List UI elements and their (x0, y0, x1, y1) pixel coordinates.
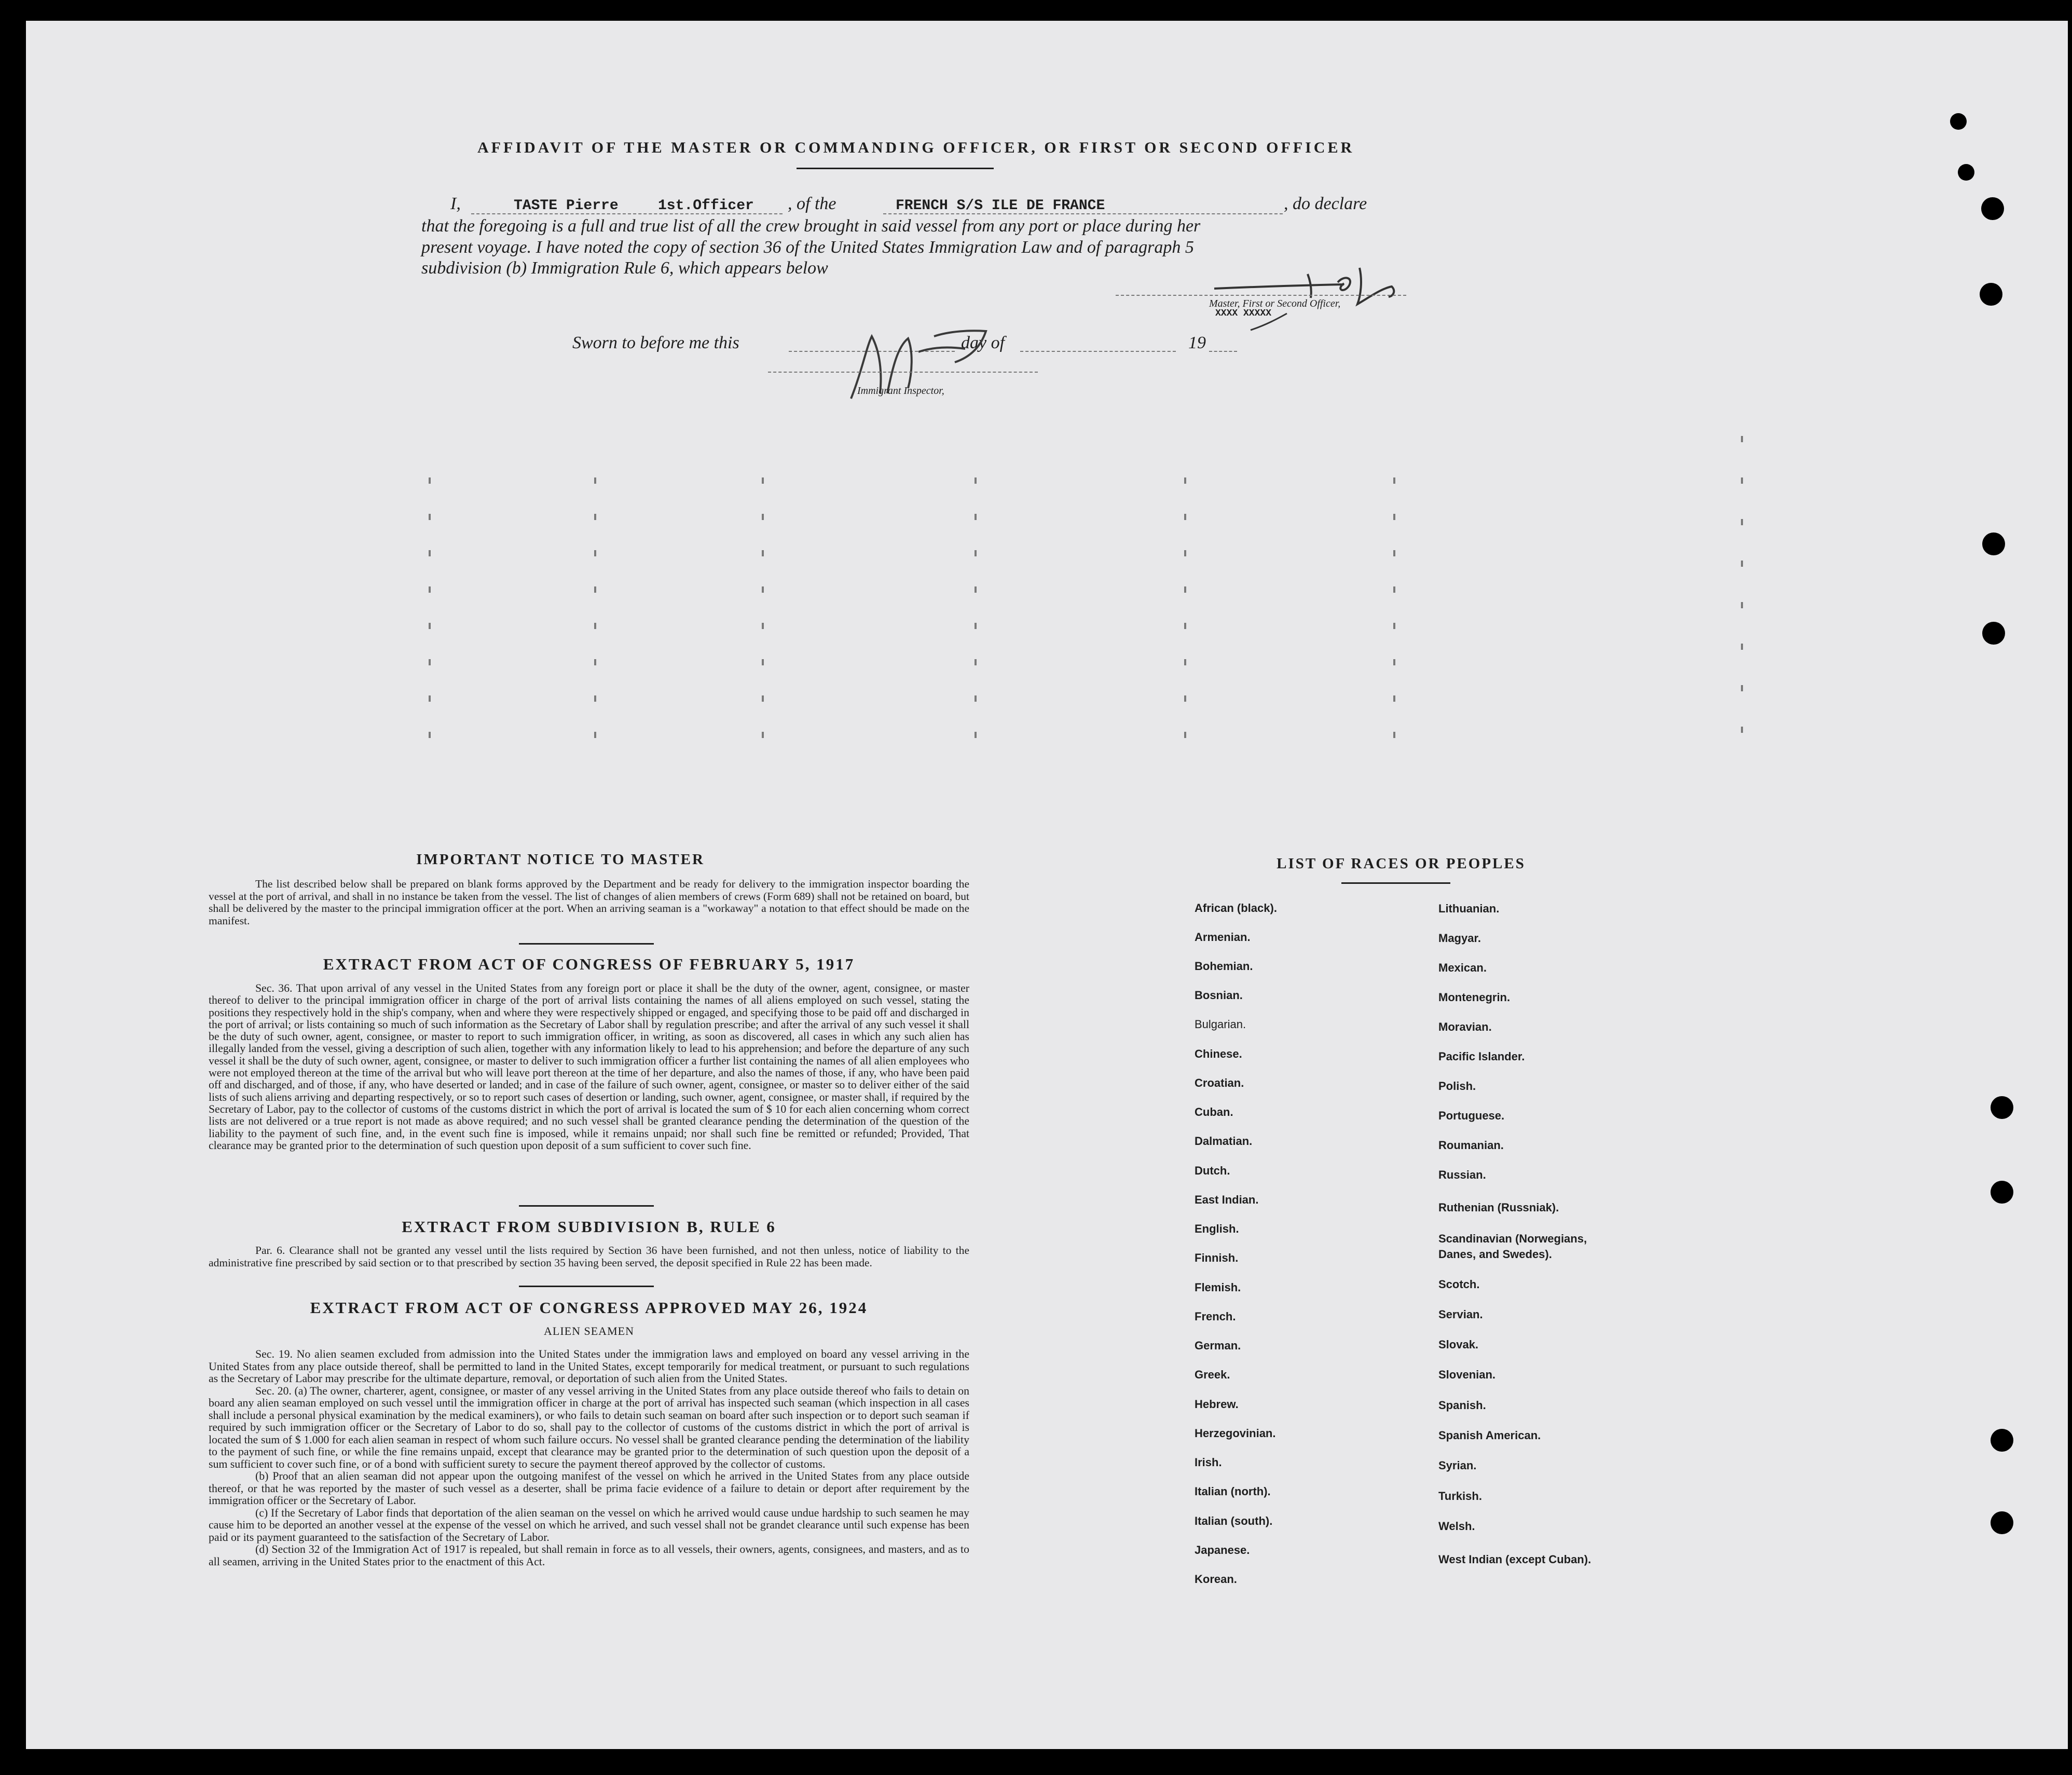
race-left-16: German. (1195, 1339, 1241, 1352)
punch-hole (1950, 113, 1967, 130)
extract-1924-title: EXTRACT FROM ACT OF CONGRESS APPROVED MAY 26, 1924 (310, 1299, 868, 1317)
race-right-14: Servian. (1438, 1308, 1483, 1321)
race-left-6: Chinese. (1195, 1047, 1242, 1060)
races-title-rule (1341, 882, 1450, 884)
punch-hole (1982, 622, 2005, 645)
race-right-10: Russian. (1438, 1168, 1486, 1181)
race-left-3: Bohemian. (1195, 960, 1253, 973)
column-ticks-6 (1393, 477, 1397, 779)
race-left-7: Croatian. (1195, 1076, 1244, 1089)
race-left-20: Irish. (1195, 1456, 1222, 1469)
notice-title: IMPORTANT NOTICE TO MASTER (416, 851, 705, 868)
punch-hole (1991, 1429, 2013, 1452)
notice-rule (519, 943, 654, 945)
affidavit-of-the: , of the (788, 194, 836, 213)
extract-1917-rule (519, 1205, 654, 1207)
affidavit-line-3: present voyage. I have noted the copy of section 36 of the United States Immigration Law and of paragraph 5 (421, 238, 1194, 257)
sec-20d-paragraph: (d) Section 32 of the Immigration Act of 1917 is repealed, but shall remain in force as to all vessels, their owners, agents, consignees, and masters, and as to all seamen, arriving in the United States prior to the enactment of this Act. (209, 1543, 969, 1568)
sec-20a-paragraph: Sec. 20. (a) The owner, charterer, agent, consignee, or master of any vessel arriving in the United States from any place outside thereof who fails to detain on board any alien seaman employed on such vessel until the immigration officer in charge at the port of arrival has inspected such seaman (which inspection in all cases shall include a personal physical examination by the medical examiners), or who fails to detain such seaman on board after such inspection or to deport such seaman if required by such immigration officer or the Secretary of Labor to do so, shall pay to the collector of customs of the customs district in which the port of arrival is located the sum of $ 1.000 for each alien seaman in respect of whom such failure occurs. No vessel shall be granted clearance pending the determination of the liability to the payment of such fine, or while the fine remains unpaid, except that clearance may be granted prior to the determination of such question upon the deposit of a sum sufficient to cover such fine, or of a bond with sufficient surety to secure the payment thereof approved by the collector of customs. (209, 1384, 969, 1470)
race-right-6: Pacific Islander. (1438, 1050, 1525, 1063)
race-left-1: African (black). (1195, 902, 1277, 914)
sworn-text: Sworn to before me this (572, 333, 739, 352)
race-left-14: Flemish. (1195, 1281, 1241, 1294)
race-left-17: Greek. (1195, 1368, 1230, 1381)
punch-hole (1991, 1181, 2013, 1204)
vessel-name: FRENCH S/S ILE DE FRANCE (896, 198, 1105, 214)
affidavit-line-2: that the foregoing is a full and true list of all the crew brought in said vessel from any port or place during her (421, 216, 1201, 236)
name-blank (471, 213, 783, 214)
column-ticks-7 (1741, 436, 1745, 779)
alien-seamen-subtitle: ALIEN SEAMEN (544, 1325, 634, 1337)
race-right-13: Scotch. (1438, 1278, 1480, 1291)
race-left-5: Bulgarian. (1195, 1018, 1246, 1031)
punch-hole (1982, 532, 2005, 555)
column-ticks-3 (762, 477, 766, 779)
race-left-21: Italian (north). (1195, 1485, 1271, 1498)
sec-20c-paragraph: (c) If the Secretary of Labor finds that deportation of the alien seaman on the vessel on which he arrived would cause undue hardship to such seamen he may cause him to be deported an another vessel at the expense of the vessel on which he arrived, and such vessel shall not be grandet clearance until such expense has been paid or its payment guaranteed to the satisfaction of the Secretary of Labor. (209, 1506, 969, 1544)
affidavit-line-4: subdivision (b) Immigration Rule 6, which appears below (421, 258, 828, 278)
column-ticks-5 (1184, 477, 1188, 779)
inspector-signature (830, 316, 1017, 419)
punch-hole (1991, 1511, 2013, 1534)
race-right-21: Welsh. (1438, 1520, 1475, 1533)
officer-name: TASTE Pierre (514, 198, 619, 214)
punch-hole (1991, 1096, 2013, 1119)
race-right-8: Portuguese. (1438, 1109, 1505, 1122)
race-left-18: Hebrew. (1195, 1398, 1239, 1411)
race-right-1: Lithuanian. (1438, 902, 1500, 915)
affidavit-title-rule (797, 168, 994, 169)
extract-1917-body: Sec. 36. That upon arrival of any vessel in the United States from any foreign port or place it shall be the duty of the owner, agent, consignee, or master thereof to deliver to the principal immigration officer in charge of the port of arrival lists containing the names of all aliens employed on such vessel, stating the positions they respectively hold in the ship's company, when and where they were respectively shipped or engaged, and specifying those to be paid off and discharged in the port of arrival; or lists containing so much of such information as the Secretary of Labor shall by regulation prescribe; and after the arrival of any such vessel it shall be the duty of such owner, agent, consignee, or master to report to such immigration officer, in writing, as soon as discovered, all cases in which any such alien has illegally landed from the vessel, giving a description of such alien, together with any information likely to lead to his apprehension; and before the departure of any such vessel it shall be the duty of such owner, agent, consignee, or master to deliver to such immigration officer a further list containing the names of all alien employees who were not employed thereon at the time of the arrival but who will leave port thereon at the time of her departure, and also the names of those, if any, who have been paid off and discharged, and of those, if any, who have deserted or landed; and in case of the failure of such owner, agent, consignee, or master so to deliver either of the said lists of such aliens arriving and departing respectively, or so to report such cases of desertion or landing, such owner, agent, consignee, or master shall, if required by the Secretary of Labor, pay to the collector of customs of the customs district in which the port of arrival is located the sum of $ 10 for each alien concerning whom correct lists are not delivered or a true report is not made as above required; and no such vessel shall be granted clearance pending the determination of the question of the liability to the payment of such fine, and, in the event such fine is imposed, while it remains unpaid; nor shall such fine be remitted or refunded; Provided, That clearance may be granted prior to the determination of such question upon deposit of a sum sufficient to cover such fine. (209, 982, 969, 1152)
notice-body: The list described below shall be prepared on blank forms approved by the Department and be ready for delivery to the immigration inspector boarding the vessel at the port of arrival, and shall in no instance be taken from the vessel. The list of changes of alien members of crews (Form 689) shall not be retained on board, but shall be delivered by the master to the principal immigration officer at the port. When an arriving seaman is a "workaway" a notation to that effect should be made on the manifest. (209, 878, 969, 927)
master-strike: XXXX XXXXX (1215, 308, 1272, 319)
race-right-11: Ruthenian (Russniak). (1438, 1201, 1559, 1214)
race-right-20: Turkish. (1438, 1490, 1482, 1503)
day-of-blank (1020, 351, 1176, 352)
column-ticks-1 (429, 477, 433, 779)
race-right-9: Roumanian. (1438, 1139, 1504, 1152)
column-ticks-4 (975, 477, 979, 779)
year-blank (1209, 351, 1237, 352)
race-left-12: English. (1195, 1222, 1239, 1235)
race-left-15: French. (1195, 1310, 1236, 1323)
master-signature-line (1116, 295, 1406, 296)
master-caption: Master, First or Second Officer, (1209, 298, 1341, 309)
race-right-12: Scandinavian (Norwegians, Danes, and Swedes). (1438, 1232, 1587, 1261)
inspector-signature-line (768, 372, 1038, 373)
race-left-10: Dutch. (1195, 1164, 1230, 1177)
race-left-8: Cuban. (1195, 1105, 1233, 1118)
race-right-16: Slovenian. (1438, 1368, 1496, 1381)
extract-rule6-rule (519, 1286, 654, 1287)
race-right-15: Slovak. (1438, 1338, 1479, 1351)
extract-rule6-title: EXTRACT FROM SUBDIVISION B, RULE 6 (402, 1218, 776, 1236)
punch-hole (1981, 197, 2004, 220)
race-right-19: Syrian. (1438, 1459, 1477, 1472)
race-left-2: Armenian. (1195, 931, 1251, 944)
extract-1917-title: EXTRACT FROM ACT OF CONGRESS OF FEBRUARY 5, 1917 (323, 955, 855, 973)
sec-19-paragraph: Sec. 19. No alien seamen excluded from admission into the United States under the immigration laws and employed on board any vessel arriving in the United States from any place outside thereof, shall be permitted to land in the United States, except temporarily for medical treatment, or pursuant to such regulations as the Secretary of Labor may prescribe for the ultimate departure, removal, or deportation of such alien from the United States. (209, 1348, 969, 1385)
column-ticks-2 (594, 477, 598, 779)
vessel-blank (883, 213, 1283, 214)
race-right-22: West Indian (except Cuban). (1438, 1553, 1591, 1566)
race-left-4: Bosnian. (1195, 989, 1243, 1002)
race-left-9: Dalmatian. (1195, 1135, 1253, 1148)
race-right-7: Polish. (1438, 1080, 1476, 1093)
year-text: 19 (1188, 333, 1206, 352)
race-right-4: Montenegrin. (1438, 991, 1511, 1004)
inspector-caption: Immigrant Inspector, (857, 385, 944, 397)
sec-20b-paragraph: (b) Proof that an alien seaman did not appear upon the outgoing manifest of the vessel on which he arrived in the United States from any place outside thereof, or that he was reported by the master of such vessel as a deserter, shall be prima facie evidence of a failure to detain or deport after requirement by the immigration officer or the Secretary of Labor. (209, 1470, 969, 1507)
race-right-5: Moravian. (1438, 1020, 1492, 1033)
affidavit-line-1 (450, 193, 1395, 216)
race-right-18: Spanish American. (1438, 1429, 1541, 1442)
race-right-3: Mexican. (1438, 961, 1487, 974)
punch-hole (1958, 164, 1974, 181)
affidavit-title: AFFIDAVIT OF THE MASTER OR COMMANDING OFFICER, OR FIRST OR SECOND OFFICER (477, 139, 1355, 156)
race-left-11: East Indian. (1195, 1193, 1259, 1206)
extract-rule6-body: Par. 6. Clearance shall not be granted any vessel until the lists required by Section 36 have been furnished, and not then unless, notice of liability to the administrative fine prescribed by said section or to that prescribed by section 35 having been served, the deposit specified in Rule 22 has been made. (209, 1244, 969, 1269)
race-left-23: Japanese. (1195, 1544, 1250, 1556)
race-left-22: Italian (south). (1195, 1514, 1273, 1527)
extract-1924-body (209, 1348, 969, 1568)
day-of-text: day of (961, 333, 1005, 352)
officer-rank: 1st.Officer (658, 198, 754, 214)
punch-hole (1980, 283, 2002, 306)
affidavit-do-declare: , do declare (1284, 194, 1367, 213)
race-left-24: Korean. (1195, 1573, 1237, 1586)
race-left-19: Herzegovinian. (1195, 1427, 1276, 1440)
race-right-17: Spanish. (1438, 1399, 1486, 1412)
race-left-13: Finnish. (1195, 1251, 1239, 1264)
race-right-2: Magyar. (1438, 932, 1481, 945)
races-title: LIST OF RACES OR PEOPLES (1277, 855, 1526, 872)
affidavit-i: I, (450, 194, 461, 213)
